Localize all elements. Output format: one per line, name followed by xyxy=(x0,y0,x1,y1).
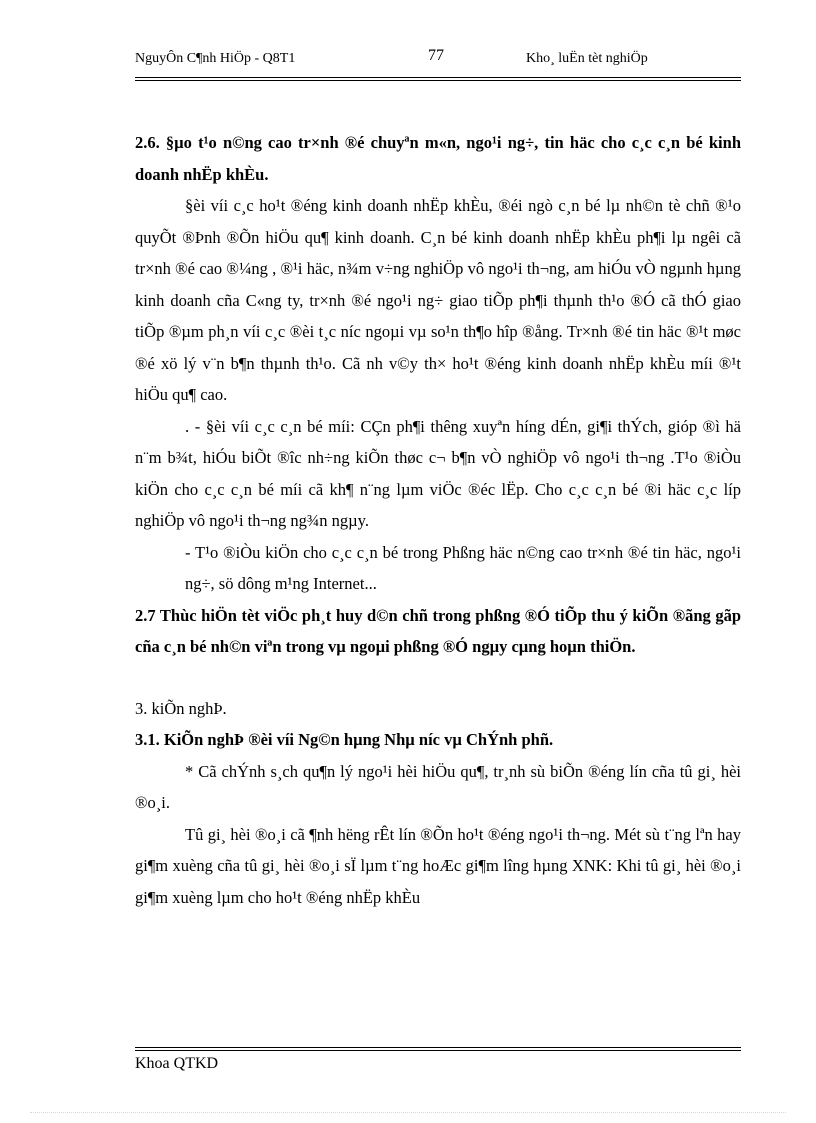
header-title: Kho¸ luËn tèt nghiÖp xyxy=(526,51,648,66)
paragraph: . - §èi víi c¸c c¸n bé míi: CÇn ph¶i thêng xuyªn híng dÉn, gi¶i thÝch, gióp ®ì hä n¨m b¾t, hiÓu biÕt ®îc nh÷ng kiÕn thøc c¬ b¶n vÒ nghiÖp vô ngo¹i th¬ng .T¹o ®iÒu kiÖn cho c¸c c¸n bé míi cã kh¶ n¨ng lµm viÖc ®éc lËp. Cho c¸c c¸n bé ®i häc c¸c líp nghiÖp vô ngo¹i th¬ng ng¾n ngµy. xyxy=(135,416,741,530)
page-footer: Khoa QTKD xyxy=(135,1055,219,1072)
spacer xyxy=(135,663,741,693)
page-edge-dotted-line xyxy=(30,1112,786,1113)
header-author: NguyÔn C¶nh HiÖp - Q8T1 xyxy=(135,51,296,66)
paragraph: * Cã chÝnh s¸ch qu¶n lý ngo¹i hèi hiÖu qu¶, tr¸nh sù biÕn ®éng lín cña tû gi¸ hèi ®o¸i. xyxy=(135,761,741,812)
page-number: 77 xyxy=(428,47,444,64)
heading-2-6: 2.6. §µo t¹o n©ng cao tr×nh ®é chuyªn m«n, ngo¹i ng÷, tin häc cho c¸c c¸n bé kinh doanh nhËp khÈu. xyxy=(135,133,741,184)
page-header xyxy=(135,45,741,73)
header-divider xyxy=(135,77,741,81)
heading-3-1: 3.1. KiÕn nghÞ ®èi víi Ng©n hµng Nhµ níc vµ ChÝnh phñ. xyxy=(135,730,554,749)
heading-2-7: 2.7 Thùc hiÖn tèt viÖc ph¸t huy d©n chñ trong phßng ®Ó tiÕp thu ý kiÕn ®ãng gãp cña c¸n bé nh©n viªn trong vµ ngoµi phßng ®Ó ngµy cµng hoµn thiÖn. xyxy=(135,605,741,656)
footer-divider xyxy=(135,1047,741,1051)
paragraph: - T¹o ®iÒu kiÖn cho c¸c c¸n bé trong Phßng häc n©ng cao tr×nh ®é tin häc, ngo¹i ng÷, sö dông m¹ng Internet... xyxy=(185,542,741,593)
paragraph: Tû gi¸ hèi ®o¸i cã ¶nh hëng rÊt lín ®Õn ho¹t ®éng ngo¹i th¬ng. Mét sù t¨ng lªn hay gi¶m xuèng cña tû gi¸ hèi ®o¸i sÏ lµm t¨ng hoÆc gi¶m lîng hµng XNK: Khi tû gi¸ hèi ®o¸i gi¶m xuèng lµm cho ho¹t ®éng nhËp khÈu xyxy=(135,824,741,907)
section-3-title: 3. kiÕn nghÞ. xyxy=(135,698,227,718)
page-body xyxy=(135,127,741,913)
paragraph: §èi víi c¸c ho¹t ®éng kinh doanh nhËp khÈu, ®éi ngò c¸n bé lµ nh©n tè chñ ®¹o quyÕt ®Þnh ®Õn hiÖu qu¶ kinh doanh. C¸n bé kinh doanh nhËp khÈu ph¶i lµ ngêi cã tr×nh ®é cao ®¼ng , ®¹i häc, n¾m v÷ng nghiÖp vô ngo¹i th¬ng, am hiÓu vÒ ngµnh hµng kinh doanh cña C«ng ty, tr×nh ®é ngo¹i ng÷ giao tiÕp ph¶i thµnh th¹o ®Ó cã thÓ giao tiÕp ®µm ph¸n víi c¸c ®èi t¸c níc ngoµi vµ so¹n th¶o hîp ®ång. Tr×nh ®é tin häc ®¹t møc ®é xö lý v¨n b¶n thµnh th¹o. Cã nh v©y th× ho¹t ®éng kinh doanh nhËp khÈu míi ®¹t hiÖu qu¶ cao. xyxy=(135,196,741,404)
